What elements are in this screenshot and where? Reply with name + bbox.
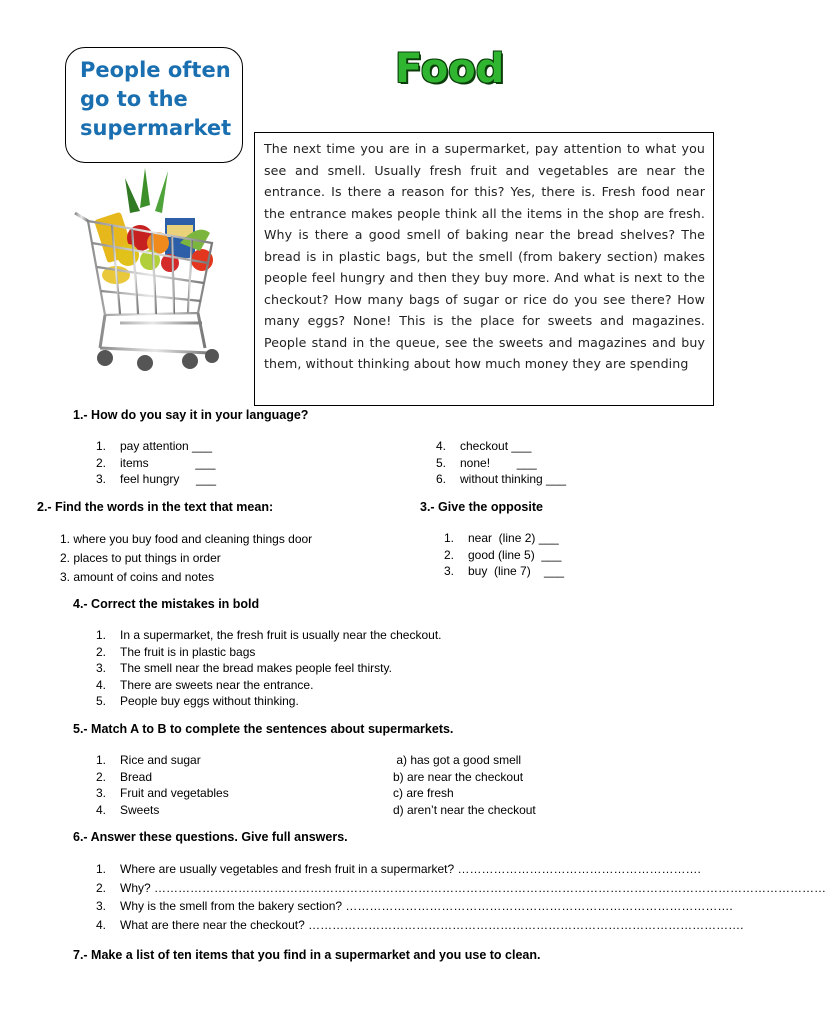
- list-item: 1. Where are usually vegetables and fresh fruit in a supermarket? …………………………………………………….: [96, 862, 701, 876]
- list-item: 3. buy (line 7) ___: [444, 564, 565, 578]
- q1-heading: 1.- How do you say it in your language?: [73, 408, 309, 422]
- list-item: b) are near the checkout: [393, 769, 524, 784]
- q5-list-b: [393, 752, 536, 818]
- q5-list-a: [96, 752, 229, 818]
- list-item: 3. feel hungry ___: [96, 472, 217, 486]
- list-item: 4. There are sweets near the entrance.: [96, 677, 314, 692]
- list-item: 2. items ___: [96, 455, 216, 470]
- list-item: 3. Fruit and vegetables: [96, 786, 229, 801]
- q2-list: [60, 530, 312, 587]
- list-item: c) are fresh: [393, 786, 454, 801]
- list-item: d) aren’t near the checkout: [393, 802, 536, 817]
- list-item: 2. places to put things in order: [60, 551, 221, 565]
- list-item: 2. The fruit is in plastic bags: [96, 644, 256, 659]
- list-item: 2. good (line 5) ___: [444, 547, 562, 562]
- list-item: 1. In a supermarket, the fresh fruit is usually near the checkout.: [96, 628, 442, 642]
- list-item: 1. pay attention ___: [96, 439, 213, 453]
- q5-heading: 5.- Match A to B to complete the sentences about supermarkets.: [73, 722, 454, 736]
- q3-list: [444, 530, 564, 580]
- reading-passage: The next time you are in a supermarket, pay attention to what you see and smell. Usually fresh fruit and vegetables are near the entrance. Is there a reason for this? Yes, there is. Fresh food near the entrance makes people think all the items in the shop are fresh. Why is there a good smell of baking near the bread shelves? The bread is in plastic bags, but the smell (from bakery section) makes people feel hungry and then they buy more. And what is next to the checkout? How many bags of sugar or rice do you see there? How many eggs? None! This is the place for sweets and magazines. People stand in the queue, see the sweets and magazines and buy them, without thinking about how much money they are spending: [254, 132, 714, 406]
- list-item: 1. where you buy food and cleaning things door: [60, 532, 313, 546]
- q1-left-list: [96, 438, 216, 488]
- q6-heading: 6.- Answer these questions. Give full answers.: [73, 830, 348, 844]
- list-item: 2. Why? ……………………………………………………………………………………………………………………………………………………: [96, 880, 826, 895]
- list-item: 5. none! ___: [436, 455, 537, 470]
- page-title: Food: [395, 46, 505, 92]
- list-item: 2. Bread: [96, 769, 153, 784]
- list-item: 3. amount of coins and notes: [60, 570, 215, 584]
- header-callout: [65, 47, 243, 163]
- q1-right-list: [436, 438, 566, 488]
- q3-heading: 3.- Give the opposite: [420, 500, 543, 514]
- list-item: 4. What are there near the checkout? ……………………………………………………………………………………………….: [96, 917, 744, 932]
- list-item: 3. The smell near the bread makes people feel thirsty.: [96, 661, 392, 676]
- list-item: 1. near (line 2) ___: [444, 531, 559, 545]
- list-item: 1. Rice and sugar: [96, 753, 201, 767]
- q2-heading: 2.- Find the words in the text that mean:: [37, 500, 274, 514]
- callout-text: People often go to the supermarket: [80, 58, 232, 140]
- list-item: 3. Why is the smell from the bakery section? …………………………………………………………………………………….: [96, 899, 733, 914]
- q7-heading: 7.- Make a list of ten items that you find in a supermarket and you use to clean.: [73, 948, 541, 962]
- q4-list: [96, 627, 442, 710]
- q6-list: [96, 860, 826, 934]
- q4-heading: 4.- Correct the mistakes in bold: [73, 597, 260, 611]
- list-item: 6. without thinking ___: [436, 472, 567, 486]
- list-item: a) has got a good smell: [393, 753, 522, 767]
- list-item: 4. checkout ___: [436, 439, 532, 453]
- shopping-cart-illustration: [70, 163, 225, 381]
- list-item: 5. People buy eggs without thinking.: [96, 694, 299, 709]
- list-item: 4. Sweets: [96, 802, 160, 817]
